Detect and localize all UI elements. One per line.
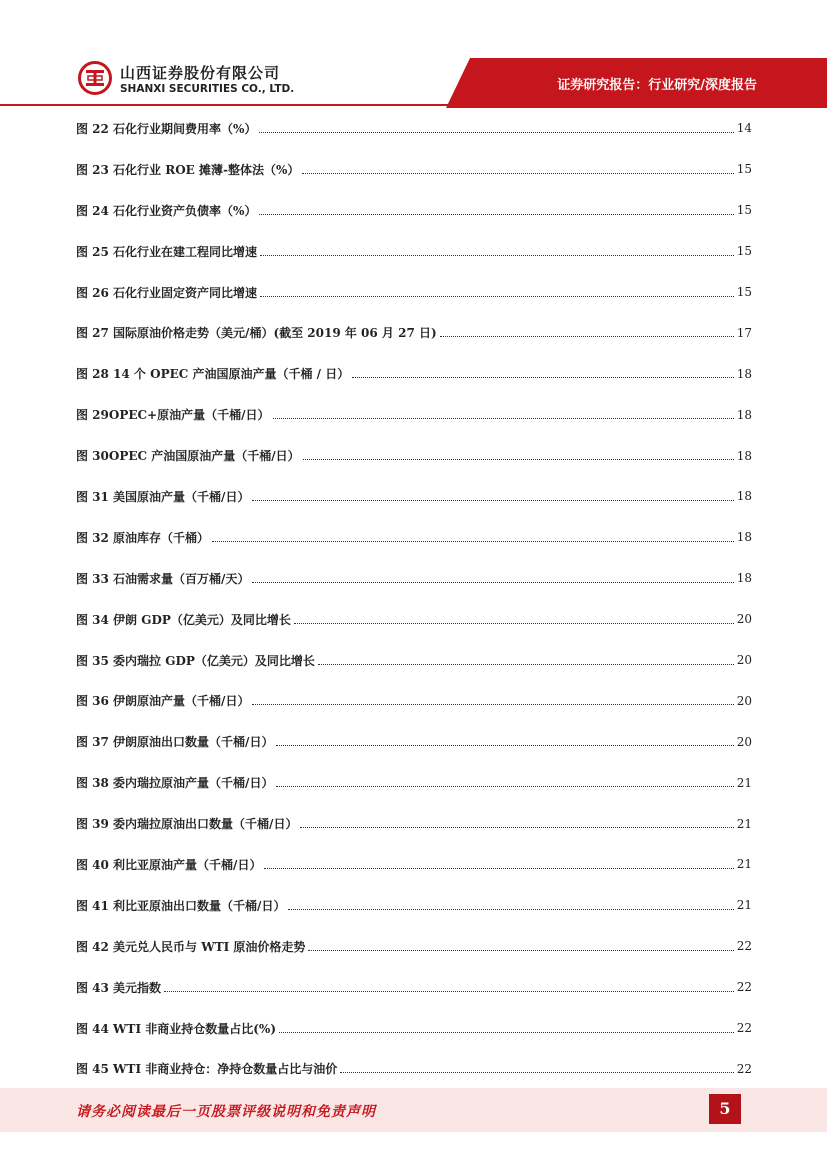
toc-entry[interactable] bbox=[76, 558, 752, 599]
toc-leader-dots bbox=[259, 214, 733, 215]
toc-entry[interactable] bbox=[76, 149, 752, 190]
toc-entry[interactable] bbox=[76, 844, 752, 885]
toc-entry-label: 图 40 利比亚原油产量（千桶/日） bbox=[76, 857, 262, 872]
shanxi-securities-logo-icon bbox=[78, 61, 112, 95]
toc-leader-dots bbox=[440, 336, 734, 337]
toc-leader-dots bbox=[164, 991, 734, 992]
toc-entry-label: 图 31 美国原油产量（千桶/日） bbox=[76, 489, 250, 504]
toc-entry[interactable] bbox=[76, 803, 752, 844]
toc-entry[interactable] bbox=[76, 517, 752, 558]
toc-entry-page: 21 bbox=[736, 857, 752, 872]
toc-entry-label: 图 37 伊朗原油出口数量（千桶/日） bbox=[76, 735, 274, 750]
toc-entry[interactable] bbox=[76, 967, 752, 1008]
company-name-en: SHANXI SECURITIES CO., LTD. bbox=[120, 83, 295, 95]
toc-entry-page: 18 bbox=[736, 530, 752, 545]
toc-entry[interactable] bbox=[76, 640, 752, 681]
toc-entry-label: 图 35 委内瑞拉 GDP（亿美元）及同比增长 bbox=[76, 653, 315, 668]
toc-entry-page: 15 bbox=[736, 203, 752, 218]
toc-entry[interactable] bbox=[76, 353, 752, 394]
toc-entry-page: 20 bbox=[736, 653, 752, 668]
toc-entry-page: 18 bbox=[736, 489, 752, 504]
toc-leader-dots bbox=[260, 255, 734, 256]
toc-entry-label: 图 41 利比亚原油出口数量（千桶/日） bbox=[76, 898, 286, 913]
toc-entry-label: 图 28 14 个 OPEC 产油国原油产量（千桶 / 日） bbox=[76, 367, 350, 382]
toc-entry-label: 图 24 石化行业资产负债率（%） bbox=[76, 203, 257, 218]
toc-entry[interactable] bbox=[76, 885, 752, 926]
toc-entry[interactable] bbox=[76, 476, 752, 517]
toc-entry-page: 18 bbox=[736, 366, 752, 381]
toc-leader-dots bbox=[212, 541, 734, 542]
toc-entry[interactable] bbox=[76, 599, 752, 640]
toc-entry-label: 图 34 伊朗 GDP（亿美元）及同比增长 bbox=[76, 612, 291, 627]
toc-entry-label: 图 42 美元兑人民币与 WTI 原油价格走势 bbox=[76, 939, 306, 954]
toc-leader-dots bbox=[276, 745, 733, 746]
toc-entry-page: 20 bbox=[736, 734, 752, 749]
toc-entry-page: 22 bbox=[736, 1061, 752, 1076]
company-name-cn: 山西证券股份有限公司 bbox=[120, 64, 281, 82]
toc-leader-dots bbox=[318, 664, 734, 665]
toc-entry[interactable] bbox=[76, 1008, 752, 1049]
toc-entry-label: 图 36 伊朗原油产量（千桶/日） bbox=[76, 694, 250, 709]
toc-leader-dots bbox=[340, 1072, 733, 1073]
figure-table-of-contents bbox=[76, 108, 752, 1089]
toc-entry-page: 22 bbox=[736, 939, 752, 954]
toc-leader-dots bbox=[252, 500, 733, 501]
toc-entry-page: 22 bbox=[736, 1021, 752, 1036]
toc-entry-label: 图 39 委内瑞拉原油出口数量（千桶/日） bbox=[76, 817, 298, 832]
toc-entry[interactable] bbox=[76, 394, 752, 435]
toc-entry[interactable] bbox=[76, 762, 752, 803]
toc-entry[interactable] bbox=[76, 312, 752, 353]
toc-entry-page: 15 bbox=[736, 162, 752, 177]
toc-entry[interactable] bbox=[76, 231, 752, 272]
toc-entry-page: 17 bbox=[736, 325, 752, 340]
toc-entry-label: 图 27 国际原油价格走势（美元/桶）(截至 2019 年 06 月 27 日) bbox=[76, 326, 437, 341]
toc-entry-page: 18 bbox=[736, 571, 752, 586]
toc-entry-label: 图 22 石化行业期间费用率（%） bbox=[76, 121, 257, 136]
toc-entry-page: 15 bbox=[736, 244, 752, 259]
page-footer bbox=[0, 1088, 827, 1132]
toc-entry[interactable] bbox=[76, 721, 752, 762]
toc-entry-label: 图 23 石化行业 ROE 摊薄-整体法（%） bbox=[76, 162, 300, 177]
toc-entry-label: 图 30OPEC 产油国原油产量（千桶/日） bbox=[76, 449, 300, 464]
toc-entry-label: 图 38 委内瑞拉原油产量（千桶/日） bbox=[76, 776, 274, 791]
toc-entry[interactable] bbox=[76, 108, 752, 149]
toc-leader-dots bbox=[303, 459, 734, 460]
toc-leader-dots bbox=[352, 377, 734, 378]
disclaimer-text: 请务必阅读最后一页股票评级说明和免责声明 bbox=[76, 1104, 376, 1120]
toc-entry[interactable] bbox=[76, 190, 752, 231]
toc-leader-dots bbox=[288, 909, 733, 910]
toc-entry-label: 图 33 石油需求量（百万桶/天） bbox=[76, 571, 250, 586]
toc-leader-dots bbox=[276, 786, 733, 787]
toc-leader-dots bbox=[260, 296, 734, 297]
toc-entry-page: 18 bbox=[736, 407, 752, 422]
toc-entry-label: 图 45 WTI 非商业持仓：净持仓数量占比与油价 bbox=[76, 1062, 338, 1077]
toc-entry[interactable] bbox=[76, 272, 752, 313]
toc-entry[interactable] bbox=[76, 926, 752, 967]
toc-leader-dots bbox=[302, 173, 733, 174]
toc-entry-label: 图 44 WTI 非商业持仓数量占比(%) bbox=[76, 1021, 277, 1036]
toc-entry-label: 图 43 美元指数 bbox=[76, 980, 162, 995]
toc-entry-page: 22 bbox=[736, 980, 752, 995]
toc-leader-dots bbox=[252, 582, 733, 583]
toc-entry-page: 14 bbox=[736, 121, 752, 136]
report-type-label: 证券研究报告：行业研究/深度报告 bbox=[557, 78, 757, 93]
toc-leader-dots bbox=[294, 623, 734, 624]
toc-entry-label: 图 26 石化行业固定资产同比增速 bbox=[76, 285, 258, 300]
toc-entry-page: 20 bbox=[736, 612, 752, 627]
toc-entry-page: 20 bbox=[736, 693, 752, 708]
toc-leader-dots bbox=[259, 132, 733, 133]
toc-leader-dots bbox=[264, 868, 733, 869]
toc-leader-dots bbox=[279, 1032, 734, 1033]
toc-entry-page: 21 bbox=[736, 898, 752, 913]
toc-entry-page: 18 bbox=[736, 448, 752, 463]
toc-entry-page: 21 bbox=[736, 816, 752, 831]
toc-entry[interactable] bbox=[76, 435, 752, 476]
toc-leader-dots bbox=[300, 827, 733, 828]
toc-leader-dots bbox=[308, 950, 733, 951]
toc-entry-label: 图 32 原油库存（千桶） bbox=[76, 530, 210, 545]
toc-leader-dots bbox=[252, 704, 733, 705]
toc-entry[interactable] bbox=[76, 680, 752, 721]
toc-entry-label: 图 25 石化行业在建工程同比增速 bbox=[76, 244, 258, 259]
page-header bbox=[0, 0, 827, 108]
toc-entry[interactable] bbox=[76, 1048, 752, 1089]
toc-leader-dots bbox=[273, 418, 734, 419]
page-number: 5 bbox=[709, 1094, 741, 1124]
toc-entry-page: 21 bbox=[736, 775, 752, 790]
toc-entry-label: 图 29OPEC+原油产量（千桶/日） bbox=[76, 408, 270, 423]
toc-entry-page: 15 bbox=[736, 285, 752, 299]
